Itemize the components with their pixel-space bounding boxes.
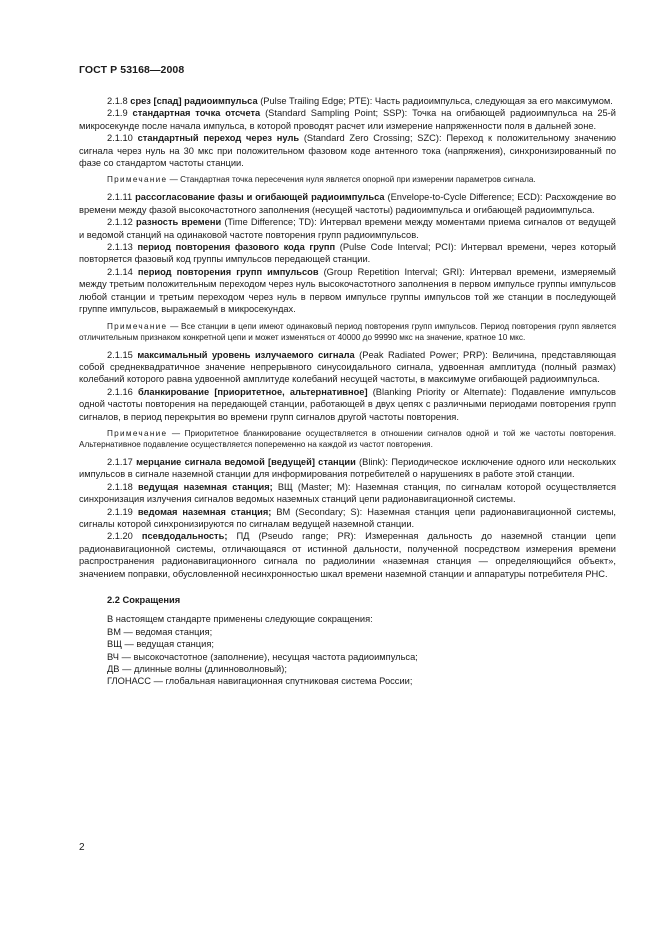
definition-text: (Group Repetition Interval; GRI): Интервал времени, измеряемый между третьим положительным переходом через нуль высокочастотного заполнения в первом импульсе группы импульсов любой станции и третьим переходом через нуль в первом импульсе группы импульсов той же станции в последующей группе импульсов, выражаемый в микросекундах. — [79, 266, 616, 315]
definition-number: 2.1.14 — [107, 266, 133, 277]
definition-2-1-16 — [79, 386, 616, 423]
definition-text: ПД (Pseudo range; PR): Измеренная дальность до наземной станции цепи радионавигационной системы, отличающаяся от истинной дальности, полученной посредством измерения времени распространения радионавигационного сигнала по радиолинии «наземная станция — определяющийся объект», значением поправки, обусловленной несинхронностью шкал времени наземной станции и аппаратуры потребителя РНС. — [79, 531, 616, 579]
definition-text: (Pulse Code Interval; PCI): Интервал времени, через который повторяется фазовый код группы импульсов передающей станции. — [79, 242, 616, 265]
definition-text: (Envelope-to-Cycle Difference; ECD): Расхождение во времени между фазой высокочастотного заполнения (несущей частоты) радиоимпульса и огибающей радиоимпульса. — [79, 192, 616, 215]
definition-text: (Peak Radiated Power; PRP): Величина, представляющая собой среднеквадратичное значение непрерывного синусоидального сигнала, удвоенная амплитуда (полный размах) колебаний которого равна удвоенной амплитуде колебаний несущей частоты, в максимуме огибающей радиоимпульса. — [79, 349, 616, 385]
definition-text: (Blanking Priority or Alternate): Подавление импульсов одной частоты повторения на передающей станции, работающей в двух цепях с различными периодами повторения групп сигналов, в период перекрытия во времени групп сигналов другой частоты повторения. — [79, 386, 616, 422]
definition-term: ведомая наземная станция; — [137, 506, 272, 517]
definition-number: 2.1.19 — [107, 506, 133, 517]
definition-text: ВМ (Secondary; S): Наземная станция цепи радионавигационной системы, сигналы которой синхронизируются по сигналам ведущей наземной станции. — [79, 506, 616, 529]
abbreviation-item: ВЧ — высокочастотное (заполнение), несущая частота радиоимпульса; — [107, 651, 418, 662]
definition-2-1-15 — [79, 349, 616, 386]
note-2 — [79, 321, 616, 343]
definition-term: максимальный уровень излучаемого сигнала — [137, 349, 355, 360]
definition-number: 2.1.12 — [107, 217, 133, 228]
note-3 — [79, 428, 616, 450]
definition-text: (Pulse Trailing Edge; PTE): Часть радиоимпульса, следующая за его максимумом. — [257, 96, 613, 106]
note-label: Примечание — [107, 428, 168, 438]
definition-2-1-11 — [79, 191, 616, 216]
definition-2-1-19 — [79, 506, 616, 531]
definition-text: (Time Difference; TD): Интервал времени между моментами приема сигналов от ведущей и ведомой станций на одинаковой частоте повторения групп радиоимпульсов. — [79, 217, 617, 240]
abbreviation-item: ВЩ — ведущая станция; — [107, 639, 214, 650]
definition-text: ВЩ (Master; M): Наземная станция, по сигналам которой осуществляется синхронизация излучения сигналов ведомых наземных станций цепи радионавигационной системы. — [79, 481, 616, 505]
page-number: 2 — [79, 842, 85, 853]
definition-2-1-18 — [79, 481, 616, 506]
abbreviations-intro: В настоящем стандарте применены следующие сокращения: — [107, 614, 373, 625]
definition-number: 2.1.13 — [107, 242, 133, 253]
definition-term: рассогласование фазы и огибающей радиоимпульса — [135, 192, 385, 203]
abbreviation-item: ВМ — ведомая станция; — [107, 626, 213, 637]
definition-2-1-9 — [79, 107, 616, 132]
note-1 — [79, 174, 616, 185]
note-label: Примечание — [107, 321, 168, 331]
definition-term: мерцание сигнала ведомой [ведущей] станции — [136, 456, 356, 467]
definition-number: 2.1.11 — [107, 192, 133, 203]
definition-number: 2.1.9 — [107, 108, 128, 119]
abbreviation-item: ДВ — длинные волны (длинноволновый); — [107, 664, 287, 675]
definition-term: псевдодальность; — [141, 531, 228, 542]
definition-number: 2.1.10 — [107, 133, 133, 144]
definition-2-1-10 — [79, 132, 616, 169]
definition-text: (Blink): Периодическое исключение одного или нескольких импульсов в сигнале наземной станции для информирования потребителей о нарушениях в работе этой станции. — [79, 456, 616, 480]
definition-2-1-8 — [79, 95, 616, 107]
definition-term: период повторения фазового кода групп — [137, 242, 336, 253]
note-text: — Приоритетное бланкирование осуществляется в отношении сигналов одной и той же частоты повторения. Альтернативное подавление осуществляется попеременно на каждой из частот повторения. — [79, 428, 616, 449]
definition-number: 2.1.17 — [107, 456, 133, 467]
document-body — [79, 95, 616, 688]
document-header: ГОСТ Р 53168—2008 — [79, 64, 185, 76]
definition-number: 2.1.18 — [107, 481, 133, 492]
definition-number: 2.1.16 — [107, 386, 133, 397]
definition-2-1-17 — [79, 456, 616, 481]
definition-term: срез [спад] радиоимпульса — [130, 96, 258, 106]
definition-text: (Standard Sampling Point; SSP): Точка на огибающей радиоимпульса на 25-й микросекунде после начала импульса, в которой проводят расчет или измерение напряженности поля в дальней зоне. — [79, 108, 616, 131]
definition-term: ведущая наземная станция; — [137, 481, 273, 492]
definition-term: разность времени — [136, 217, 222, 228]
definition-text: (Standard Zero Crossing; SZC): Переход к положительному значению сигнала через нуль на 30 мкс при положительном фазовом коде антенного тока (напряжения), синхронизированный по фазе со стандартом частоты станции. — [79, 133, 616, 169]
definition-2-1-20 — [79, 530, 616, 580]
definition-term: стандартный переход через нуль — [137, 133, 300, 144]
note-label: Примечание — [107, 175, 168, 185]
definition-2-1-12 — [79, 216, 616, 241]
definition-number: 2.1.8 — [107, 96, 128, 106]
section-title-abbreviations: 2.2 Сокращения — [107, 595, 181, 605]
definition-term: бланкирование [приоритетное, альтернативное] — [138, 386, 368, 397]
abbreviation-item: ГЛОНАСС — глобальная навигационная спутниковая система России; — [107, 676, 413, 687]
definition-number: 2.1.15 — [107, 349, 133, 360]
definition-number: 2.1.20 — [107, 531, 133, 542]
definition-2-1-14 — [79, 266, 616, 316]
note-text: — Стандартная точка пересечения нуля является опорной при измерении параметров сигнала. — [167, 175, 536, 185]
definition-term: стандартная точка отсчета — [132, 108, 261, 119]
definition-2-1-13 — [79, 241, 616, 266]
note-text: — Все станции в цепи имеют одинаковый период повторения групп импульсов. Период повторения групп является отличительным признаком конкретной цепи и может изменяться от 40000 до 99990 мкс на значение, кратное 10 мкс. — [79, 321, 616, 342]
definition-term: период повторения групп импульсов — [137, 266, 319, 277]
